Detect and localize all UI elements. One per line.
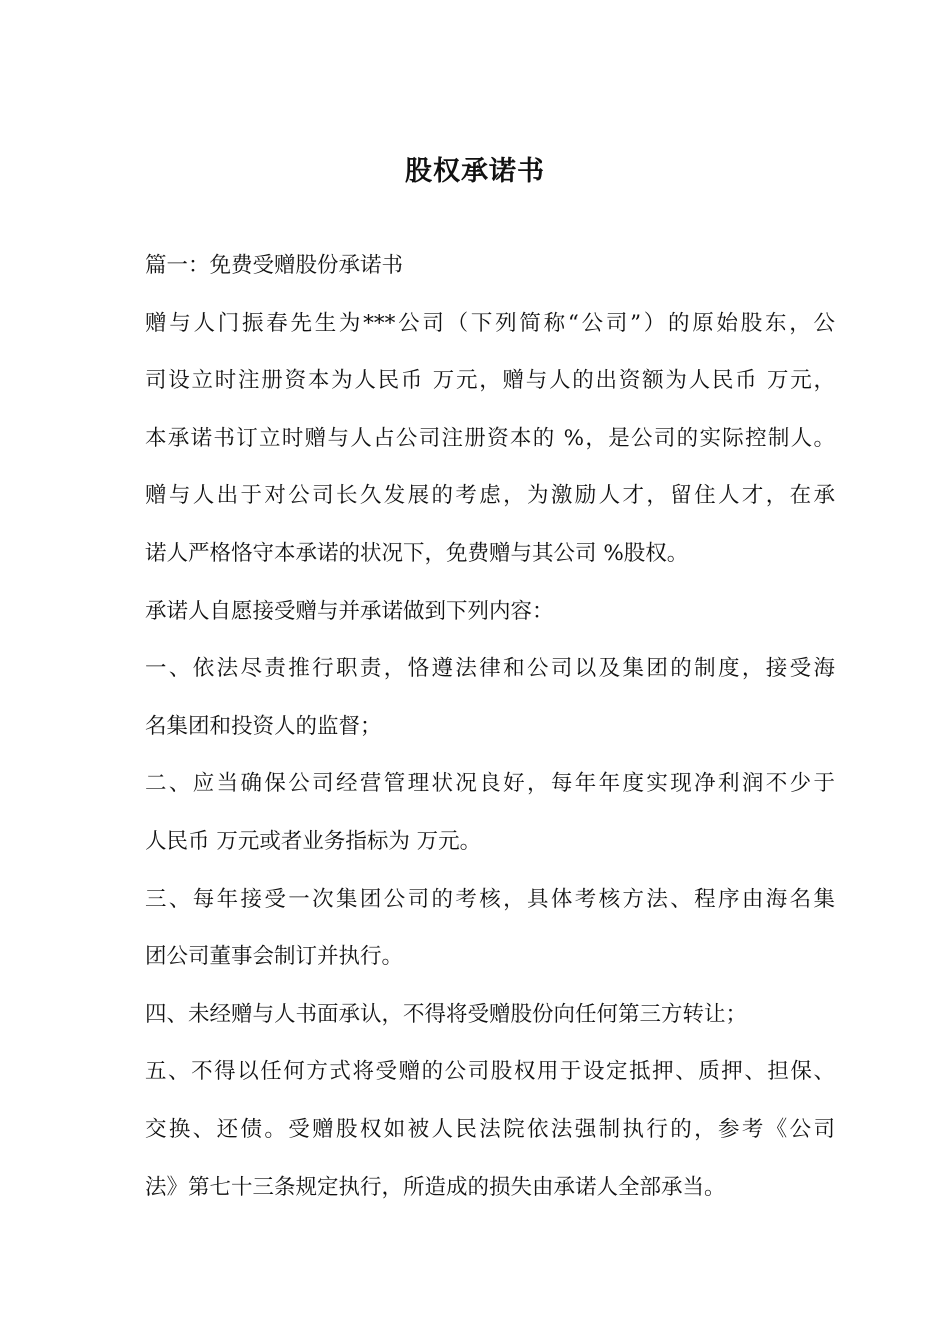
- section-heading: 篇一：免费受赠股份承诺书: [145, 253, 404, 278]
- list-item-line: 名集团和投资人的监督；: [145, 713, 382, 739]
- paragraph-line: 承诺人自愿接受赠与并承诺做到下列内容：: [145, 598, 554, 624]
- list-item-line: 团公司董事会制订并执行。: [145, 944, 404, 970]
- list-item-line: 三、每年接受一次集团公司的考核，具体考核方法、程序由海名集: [145, 886, 835, 912]
- list-item-line: 四、未经赠与人书面承认，不得将受赠股份向任何第三方转让；: [145, 1001, 748, 1027]
- list-item-line: 一、依法尽责推行职责，恪遵法律和公司以及集团的制度，接受海: [145, 656, 835, 682]
- list-item-line: 五、不得以任何方式将受赠的公司股权用于设定抵押、质押、担保、: [145, 1059, 835, 1085]
- document-body: [145, 247, 835, 1226]
- list-item-line: 交换、还债。受赠股权如被人民法院依法强制执行的，参考《公司: [145, 1116, 835, 1142]
- paragraph-line: 本承诺书订立时赠与人占公司注册资本的 %，是公司的实际控制人。: [145, 425, 835, 451]
- paragraph-line: 赠与人出于对公司长久发展的考虑，为激励人才，留住人才，在承: [145, 483, 835, 509]
- document-title: 股权承诺书: [405, 156, 545, 187]
- list-item-line: 二、应当确保公司经营管理状况良好，每年年度实现净利润不少于: [145, 771, 835, 797]
- paragraph-line: 司设立时注册资本为人民币 万元，赠与人的出资额为人民币 万元，: [145, 368, 835, 394]
- paragraph-line: 赠与人门振春先生为***公司（下列简称“公司”）的原始股东，公: [145, 310, 835, 336]
- list-item-line: 人民币 万元或者业务指标为 万元。: [145, 828, 482, 854]
- list-item-line: 法》第七十三条规定执行，所造成的损失由承诺人全部承当。: [145, 1174, 726, 1200]
- paragraph-line: 诺人严格恪守本承诺的状况下，免费赠与其公司 %股权。: [145, 540, 689, 566]
